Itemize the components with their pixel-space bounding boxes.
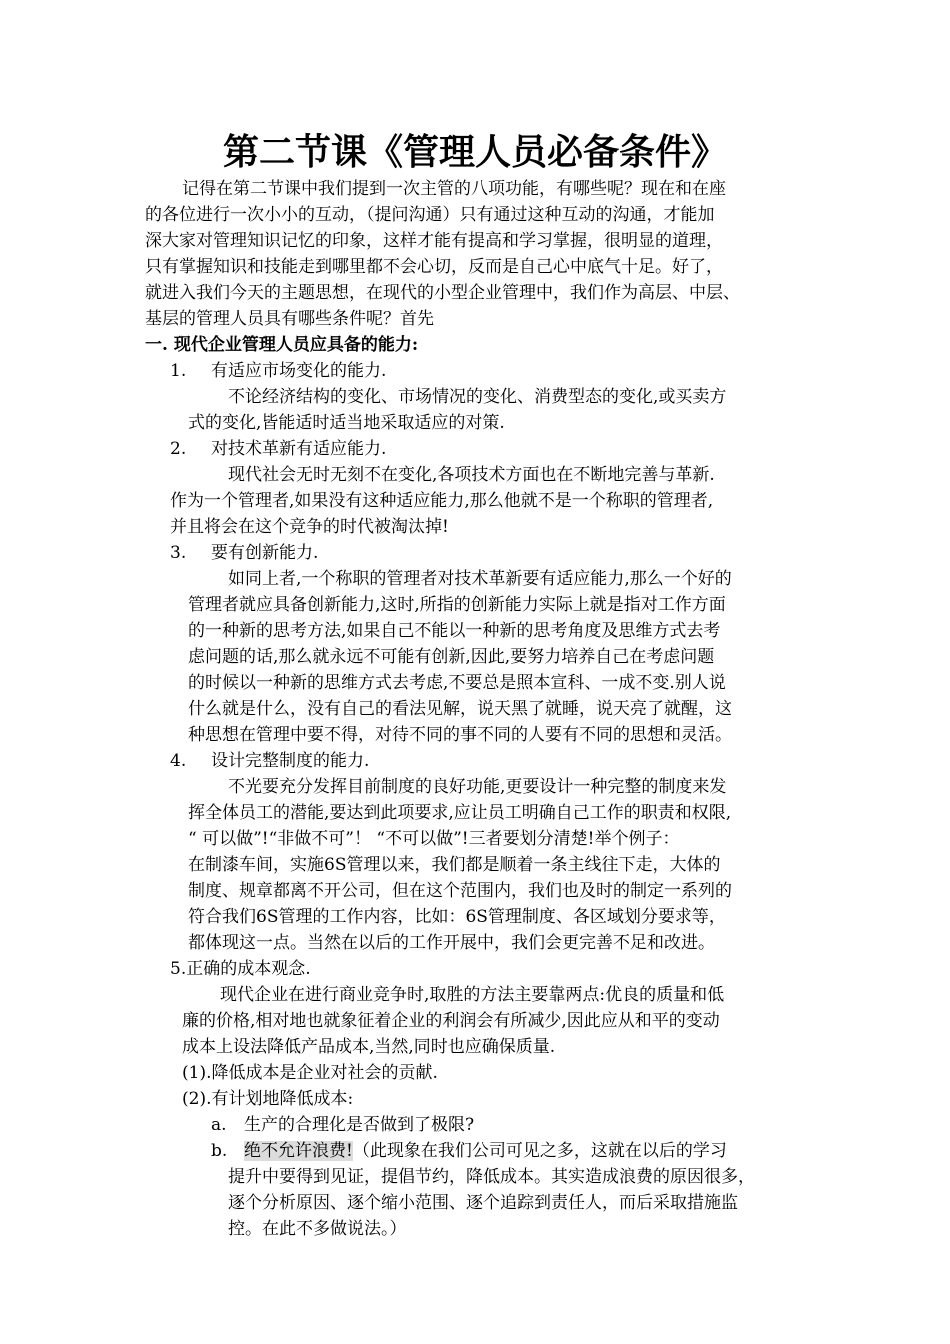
item-2-line-2: 作为一个管理者,如果没有这种适应能力,那么他就不是一个称职的管理者,	[170, 491, 714, 511]
sub-item-b-line-4: 控。在此不多做说法。）	[228, 1219, 407, 1239]
item-3-line-4: 虑问题的话,那么就永远不可能有创新,因此,要努力培养自己在考虑问题	[188, 647, 715, 667]
intro-line-6: 基层的管理人员具有哪些条件呢？首先	[145, 309, 434, 329]
intro-line-3: 深大家对管理知识记忆的印象，这样才能有提高和学习掌握，很明显的道理，	[145, 231, 723, 251]
item-number-2: 2.	[170, 439, 187, 459]
item-2-line-3: 并且将会在这个竞争的时代被淘汰掉!	[170, 517, 449, 537]
item-number-3: 3.	[170, 543, 187, 563]
item-heading-2: 对技术革新有适应能力.	[211, 439, 387, 459]
sub-item-b-text: （此现象在我们公司可见之多，这就在以后的学习	[352, 1141, 727, 1161]
item-heading-3: 要有创新能力.	[211, 543, 319, 563]
intro-line-4: 只有掌握知识和技能走到哪里都不会心切，反而是自己心中底气十足。好了，	[145, 257, 723, 277]
item-4-line-2: 挥全体员工的潜能,要达到此项要求,应让员工明确自己工作的职责和权限,	[188, 803, 732, 823]
sub-item-a-text: 生产的合理化是否做到了极限?	[244, 1115, 475, 1135]
item-4-line-4: 在制漆车间，实施6S管理以来，我们都是顺着一条主线往下走，大体的	[188, 855, 721, 875]
page-title: 第二节课《管理人员必备条件》	[222, 131, 727, 173]
item-1-line-1: 不论经济结构的变化、市场情况的变化、消费型态的变化,或买卖方	[228, 387, 727, 407]
highlighted-text: 绝不允许浪费!	[244, 1141, 353, 1161]
item-heading-4: 设计完整制度的能力.	[211, 751, 370, 771]
item-number-1: 1.	[170, 361, 187, 381]
intro-line-2: 的各位进行一次小小的互动，（提问沟通）只有通过这种互动的沟通，才能加	[145, 205, 715, 225]
item-5-line-2: 廉的价格,相对地也就象征着企业的利润会有所减少,因此应从和平的变动	[182, 1011, 720, 1031]
sub-item-b-line-2: 提升中要得到见证，提倡节约，降低成本。其实造成浪费的原因很多，	[228, 1167, 755, 1187]
item-4-line-3: “ 可以做”!“非做不可”！ “不可以做”!三者要划分清楚!举个例子：	[188, 829, 680, 849]
sub-item-b-line-3: 逐个分析原因、逐个缩小范围、逐个追踪到责任人，而后采取措施监	[228, 1193, 738, 1213]
item-4-line-7: 都体现这一点。当然在以后的工作开展中，我们会更完善不足和改进。	[188, 933, 715, 953]
sub-item-1: (1).降低成本是企业对社会的贡献.	[182, 1063, 438, 1083]
item-heading-1: 有适应市场变化的能力.	[211, 361, 387, 381]
item-3-line-6: 什么就是什么，没有自己的看法见解，说天黑了就睡，说天亮了就醒，这	[188, 699, 732, 719]
item-5-line-3: 成本上设法降低产品成本,当然,同时也应确保质量.	[182, 1037, 556, 1057]
sub-item-2: (2).有计划地降低成本:	[182, 1089, 354, 1109]
section-heading-1: 一. 现代企业管理人员应具备的能力:	[145, 335, 419, 355]
sub-item-a-label: a.	[211, 1115, 227, 1135]
item-3-line-7: 种思想在管理中要不得，对待不同的事不同的人要有不同的思想和灵活。	[188, 725, 732, 745]
item-heading-5: 5.正确的成本观念.	[170, 959, 311, 979]
item-3-line-5: 的时候以一种新的思维方式去考虑,不要总是照本宣科、一成不变.别人说	[188, 673, 726, 693]
item-4-line-1: 不光要充分发挥目前制度的良好功能,更要设计一种完整的制度来发	[228, 777, 727, 797]
item-4-line-6: 符合我们6S管理的工作内容，比如：6S管理制度、各区域划分要求等，	[188, 907, 726, 927]
item-5-line-1: 现代企业在进行商业竞争时,取胜的方法主要靠两点:优良的质量和低	[220, 985, 725, 1005]
item-3-line-3: 的一种新的思考方法,如果自己不能以一种新的思考角度及思维方式去考	[188, 621, 721, 641]
sub-item-b-label: b.	[211, 1141, 228, 1161]
intro-line-1: 记得在第二节课中我们提到一次主管的八项功能，有哪些呢？现在和在座	[182, 179, 726, 199]
item-number-4: 4.	[170, 751, 187, 771]
item-4-line-5: 制度、规章都离不开公司，但在这个范围内，我们也及时的制定一系列的	[188, 881, 732, 901]
item-3-line-2: 管理者就应具备创新能力,这时,所指的创新能力实际上就是指对工作方面	[188, 595, 726, 615]
item-1-line-2: 式的变化,皆能适时适当地采取适应的对策.	[188, 413, 505, 433]
item-2-line-1: 现代社会无时无刻不在变化,各项技术方面也在不断地完善与革新.	[228, 465, 715, 485]
item-3-line-1: 如同上者,一个称职的管理者对技术革新要有适应能力,那么一个好的	[228, 569, 732, 589]
intro-line-5: 就进入我们今天的主题思想，在现代的小型企业管理中，我们作为高层、中层、	[145, 283, 740, 303]
sub-item-b-line-1	[244, 1138, 727, 1164]
